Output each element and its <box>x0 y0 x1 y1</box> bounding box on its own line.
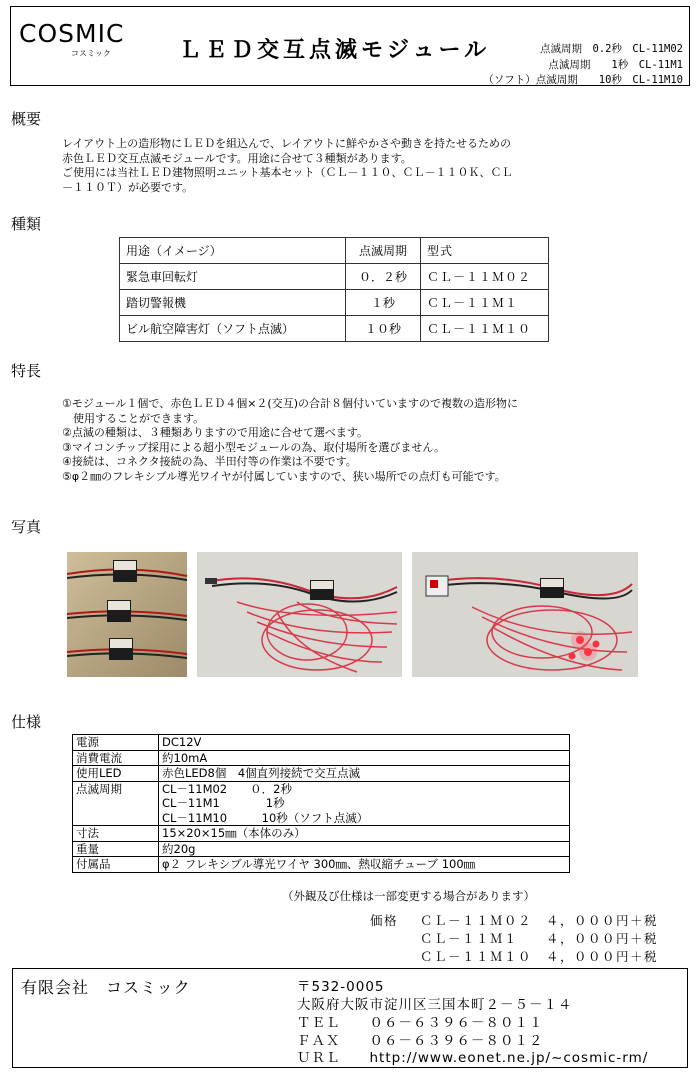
table-row <box>73 750 570 766</box>
price-label: 価格 <box>370 913 399 928</box>
table-cell: 踏切警報機 <box>120 290 346 316</box>
price-line-3: ＣＬ－１１Ｍ１０ ４，０００円＋税 <box>420 949 659 964</box>
section-title-photos: 写真 <box>11 518 42 536</box>
spec-key: 点滅周期 <box>73 781 159 826</box>
spec-key: 寸法 <box>73 826 159 842</box>
table-header-cell: 用途（イメージ） <box>120 238 346 264</box>
page-title: ＬＥＤ交互点滅モジュール <box>179 38 491 63</box>
table-cell: ＣＬ－１１Ｍ１０ <box>421 316 549 342</box>
features-text: ①モジュール１個で、赤色ＬＥＤ４個×２(交互)の合計８個付いていますので複数の造形物に 使用することができます。 ②点滅の種類は、３種類ありますので用途に合せて選べます。 ③マイコンチップ採用による超小型モジュールの為、取付場所を選びません。 ④接続は、コネクタ接続の為、半田付等の作業は不要です。 ⑤φ２㎜のフレキシブル導光ワイヤが付属していますので、狭い場所での点灯も可能です。 <box>62 397 518 483</box>
table-header-cell: 点滅周期 <box>346 238 421 264</box>
address: 大阪府大阪市淀川区三国本町２－５－１４ <box>297 997 573 1013</box>
spec-value: 約20g <box>159 841 570 857</box>
postal-code: 〒532-0005 <box>297 979 385 995</box>
spec-value: φ２ フレキシブル導光ワイヤ 300㎜、熱収縮チューブ 100㎜ <box>159 857 570 873</box>
price-line-2: ＣＬ－１１Ｍ１ ４，０００円＋税 <box>420 931 659 946</box>
table-cell: ＣＬ－１１Ｍ０２ <box>421 264 549 290</box>
spec-key: 使用LED <box>73 766 159 782</box>
spec-key: 電源 <box>73 735 159 751</box>
section-title-overview: 概要 <box>11 110 42 128</box>
table-header-cell: 型式 <box>421 238 549 264</box>
fax: ＦＡＸ ０６－６３９６－８０１２ <box>297 1033 544 1049</box>
table-cell: １０秒 <box>346 316 421 342</box>
url[interactable]: ＵＲＬ http://www.eonet.ne.jp/~cosmic-rm/ <box>297 1050 649 1066</box>
photo-module-with-wires <box>197 552 402 677</box>
table-cell: ＣＬ－１１Ｍ１ <box>421 290 549 316</box>
spec-value: CL－11M02 ０．2秒 CL－11M1 1秒 CL－11M10 10秒（ソフト点滅） <box>159 781 570 826</box>
spec-value: 15×20×15㎜（本体のみ） <box>159 826 570 842</box>
spec-value: DC12V <box>159 735 570 751</box>
photo-leds-lit <box>412 552 638 677</box>
table-row <box>120 290 549 316</box>
spec-value: 約10mA <box>159 750 570 766</box>
overview-text: レイアウト上の造形物にＬＥＤを組込んで、レイアウトに鮮やかさや動きを持たせるための 赤色ＬＥＤ交互点滅モジュールです。用途に合せて３種類があります。 ご使用には当社ＬＥＤ建物照明ユニット基本セット（ＣＬ－１１０、ＣＬ－１１０Ｋ、ＣＬ －１１０Ｔ）が必要です。 <box>62 137 513 194</box>
table-row <box>73 735 570 751</box>
types-table <box>119 237 549 342</box>
spec-key: 消費電流 <box>73 750 159 766</box>
header-line-3: （ソフト）点滅周期 10秒 CL-11M10 <box>483 74 683 86</box>
table-row <box>120 316 549 342</box>
tel: ＴＥＬ ０６－６３９６－８０１１ <box>297 1015 544 1031</box>
header-line-1: 点滅周期 0.2秒 CL-11M02 <box>539 43 683 55</box>
section-title-types: 種類 <box>11 215 42 233</box>
table-row <box>73 826 570 842</box>
spec-value: 赤色LED8個 4個直列接続で交互点滅 <box>159 766 570 782</box>
table-cell: 緊急車回転灯 <box>120 264 346 290</box>
table-cell: ０．２秒 <box>346 264 421 290</box>
spec-key: 重量 <box>73 841 159 857</box>
table-header-row <box>120 238 549 264</box>
spec-table <box>72 734 570 873</box>
table-row <box>73 841 570 857</box>
section-title-features: 特長 <box>11 362 42 380</box>
photo-modules <box>67 552 187 677</box>
table-row <box>73 766 570 782</box>
table-row <box>120 264 549 290</box>
section-title-specs: 仕様 <box>11 713 42 731</box>
footer-box <box>12 968 688 1068</box>
header-box <box>10 6 690 86</box>
header-line-2: 点滅周期 1秒 CL-11M1 <box>548 59 683 71</box>
table-row <box>73 857 570 873</box>
table-cell: ビル航空障害灯（ソフト点滅） <box>120 316 346 342</box>
logo-subtext: コスミック <box>71 49 111 58</box>
cosmic-logo <box>19 19 125 63</box>
spec-note: （外観及び仕様は一部変更する場合があります） <box>282 889 535 903</box>
table-row <box>73 781 570 826</box>
spec-key: 付属品 <box>73 857 159 873</box>
table-cell: １秒 <box>346 290 421 316</box>
company-name: 有限会社 コスミック <box>21 978 191 997</box>
logo-text: COSMIC <box>19 19 125 48</box>
price-line-1: ＣＬ－１１Ｍ０２ ４，０００円＋税 <box>420 913 659 928</box>
